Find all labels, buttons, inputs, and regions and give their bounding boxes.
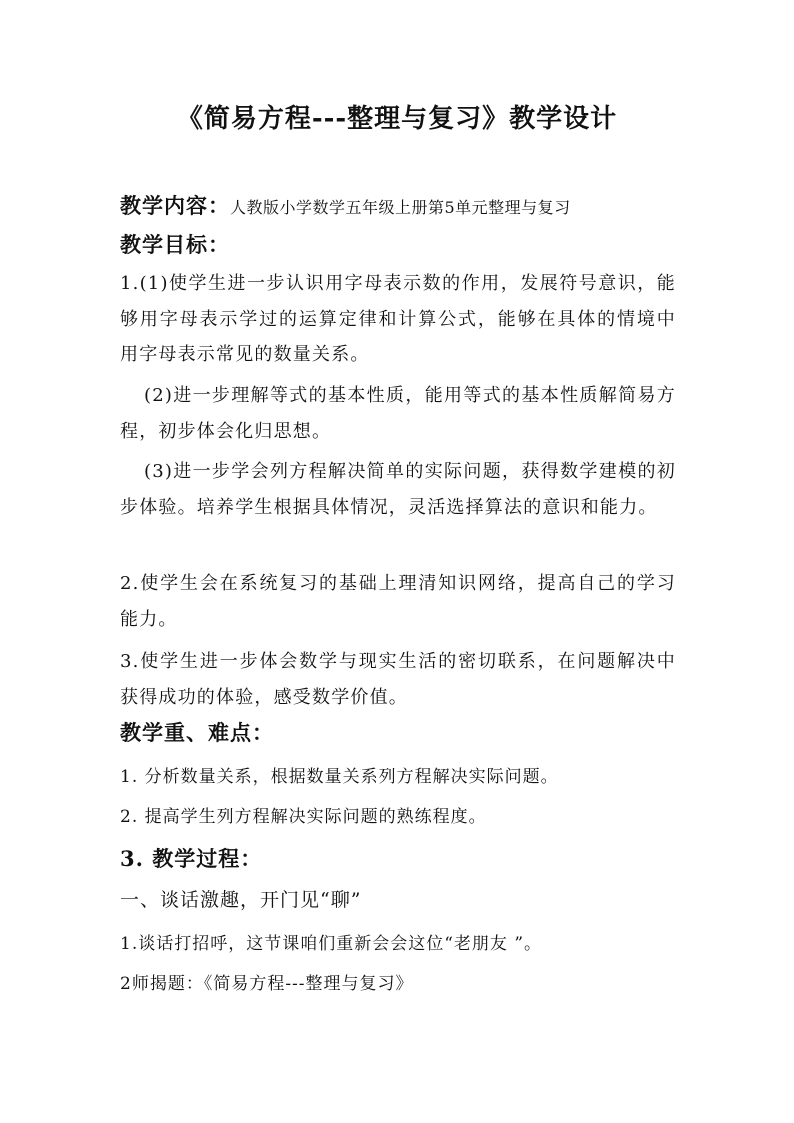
key-difficult-heading: 教学重、难点： <box>120 720 274 745</box>
goal-1-2-paragraph: (2)进一步理解等式的基本性质，能用等式的基本性质解简易方程，初步体会化归思想。 <box>120 385 676 442</box>
process-step-1: 1.谈话打招呼，这节课咱们重新会会这位“老朋友 ”。 <box>120 934 543 954</box>
teaching-process-heading: 3. 教学过程： <box>120 846 263 871</box>
goal-1-3-paragraph: (3)进一步学会列方程解决简单的实际问题，获得数学建模的初步体验。培养学生根据具体情况，灵活选择算法的意识和能力。 <box>120 461 676 518</box>
teaching-content-label: 教学内容： <box>120 193 230 218</box>
teaching-goals-heading: 教学目标： <box>120 232 230 257</box>
key-point-1: 1. 分析数量关系，根据数量关系列方程解决实际问题。 <box>120 767 559 787</box>
teaching-content-row <box>120 190 680 220</box>
document-title: 《简易方程---整理与复习》教学设计 <box>176 104 618 134</box>
key-point-2: 2. 提高学生列方程解决实际问题的熟练程度。 <box>120 807 487 827</box>
section-1-heading: 一、谈话激趣，开门见“聊” <box>120 889 362 911</box>
goal-3-paragraph: 3.使学生进一步体会数学与现实生活的密切联系，在问题解决中获得成功的体验，感受数学价值。 <box>120 651 676 708</box>
process-step-2: 2师揭题：《简易方程---整理与复习》 <box>120 974 414 994</box>
teaching-content-value: 人教版小学数学五年级上册第5单元整理与复习 <box>230 198 571 217</box>
goal-2-paragraph: 2.使学生会在系统复习的基础上理清知识网络，提高自己的学习能力。 <box>120 573 676 630</box>
goal-1-1-paragraph: 1.(1)使学生进一步认识用字母表示数的作用，发展符号意识，能够用字母表示学过的运算定律和计算公式，能够在具体的情境中用字母表示常见的数量关系。 <box>120 273 676 365</box>
